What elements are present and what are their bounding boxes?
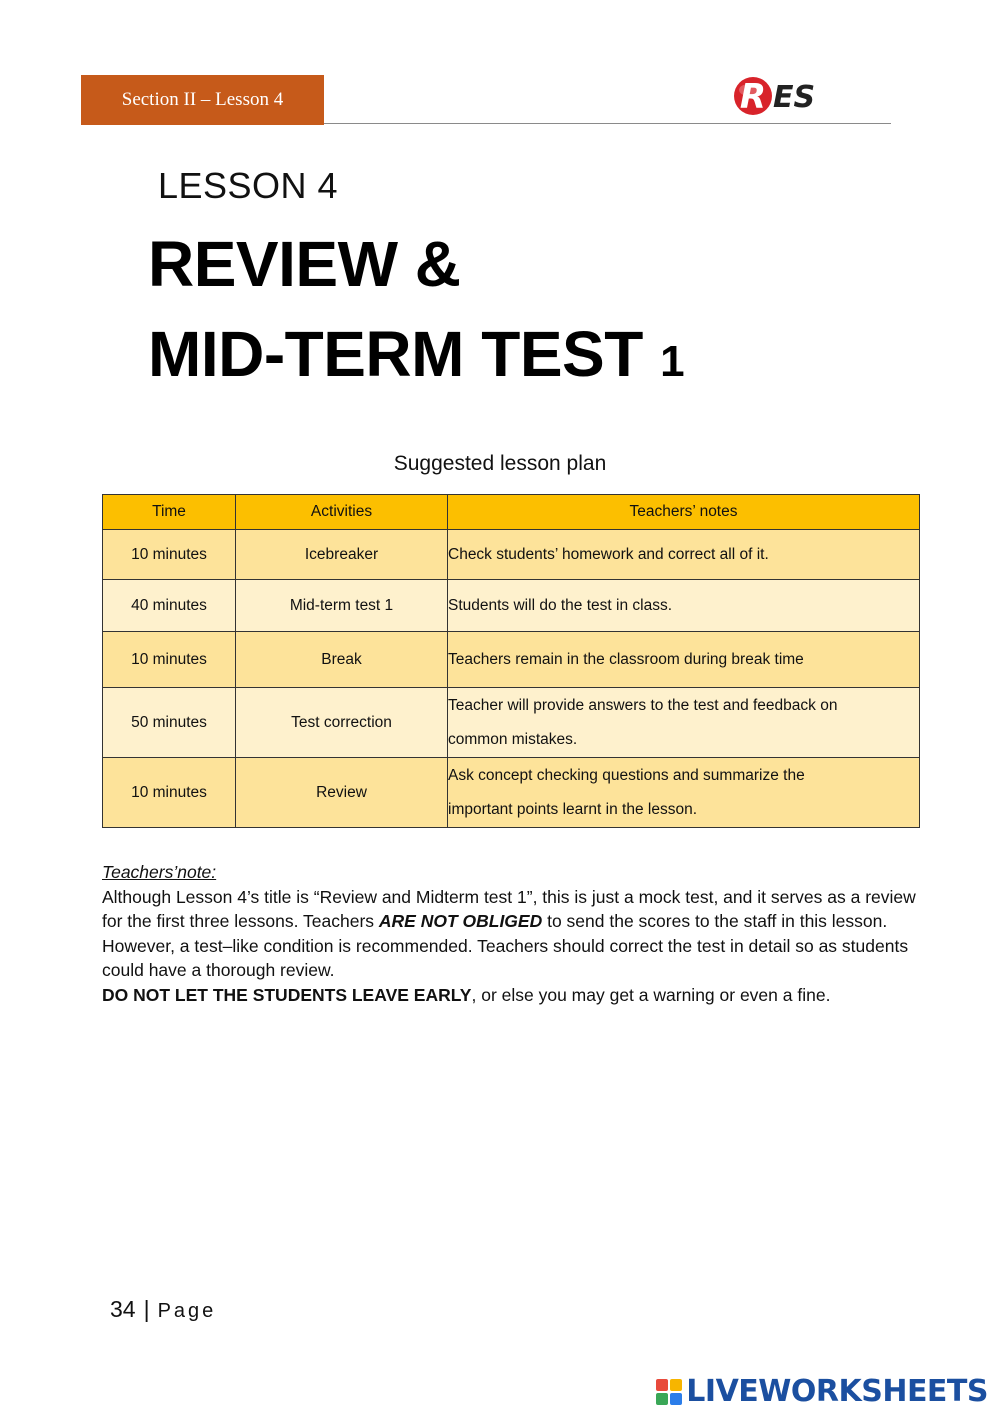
note-text: to send the scores to the staff in this lesson. However, a test–like condition is recommended. Teachers should correct the test in detail so as students could have a thorough review. <box>102 911 909 981</box>
cell-activity: Review <box>236 758 448 828</box>
liveworksheets-icon <box>656 1379 682 1405</box>
cell-activity: Mid-term test 1 <box>236 580 448 632</box>
cell-activity: Break <box>236 632 448 688</box>
cell-note <box>448 632 920 688</box>
teachers-note-paragraph <box>102 885 922 983</box>
page-word: Page <box>157 1300 217 1322</box>
note-line: Teacher will provide answers to the test and feedback on <box>448 696 838 714</box>
note-text: Although Lesson 4’s title is “Review and Midterm test 1”, this is just a mock test, and it serves as a review for the first three lessons. Teachers <box>102 886 916 932</box>
warning-text: , or else you may get a warning or even a fine. <box>471 984 831 1005</box>
cell-note <box>448 580 920 632</box>
svg-text:ES: ES <box>773 80 816 115</box>
table-row <box>103 632 920 688</box>
lesson-plan-heading: Suggested lesson plan <box>393 452 607 475</box>
cell-time: 10 minutes <box>103 530 236 580</box>
watermark-text: LIVEWORKSHEETS <box>686 1374 988 1409</box>
cell-activity: Icebreaker <box>236 530 448 580</box>
cell-activity: Test correction <box>236 688 448 758</box>
page-title-line-1: REVIEW & <box>148 228 461 300</box>
page-title-line-2 <box>148 318 685 390</box>
page-number: 34 <box>110 1296 136 1322</box>
note-emphasis: ARE NOT OBLIGED <box>378 911 543 932</box>
table-row <box>103 688 920 758</box>
cell-time: 10 minutes <box>103 632 236 688</box>
cell-time: 50 minutes <box>103 688 236 758</box>
teachers-note <box>102 860 922 1008</box>
column-header-notes: Teachers’ notes <box>448 495 920 530</box>
note-line: Teachers remain in the classroom during break time <box>448 650 804 668</box>
table-row <box>103 530 920 580</box>
svg-text:R: R <box>739 77 767 117</box>
warning-emphasis: DO NOT LET THE STUDENTS LEAVE EARLY <box>102 984 472 1005</box>
page-title-number: 1 <box>660 337 685 386</box>
cell-note <box>448 530 920 580</box>
res-logo <box>733 74 853 118</box>
note-line: common mistakes. <box>448 730 578 748</box>
table-header-row <box>103 495 920 530</box>
note-line: Ask concept checking questions and summarize the <box>448 766 805 784</box>
note-line: Students will do the test in class. <box>448 596 673 614</box>
section-label: Section II – Lesson 4 <box>81 75 324 125</box>
header-rule <box>324 123 891 124</box>
cell-time: 40 minutes <box>103 580 236 632</box>
page-footer <box>110 1296 216 1323</box>
column-header-time: Time <box>103 495 236 530</box>
table-row <box>103 758 920 828</box>
lesson-plan-table <box>102 494 920 828</box>
watermark <box>656 1374 988 1409</box>
page-separator: | <box>143 1296 150 1322</box>
page-title-text: MID-TERM TEST <box>148 318 643 390</box>
note-line: Check students’ homework and correct all of it. <box>448 545 769 563</box>
column-header-activities: Activities <box>236 495 448 530</box>
cell-time: 10 minutes <box>103 758 236 828</box>
cell-note <box>448 758 920 828</box>
teachers-note-caption: Teachers’note: <box>102 862 217 882</box>
lesson-label: LESSON 4 <box>158 165 339 206</box>
cell-note <box>448 688 920 758</box>
teachers-warning <box>102 983 922 1008</box>
table-row <box>103 580 920 632</box>
note-line: important points learnt in the lesson. <box>448 800 697 818</box>
